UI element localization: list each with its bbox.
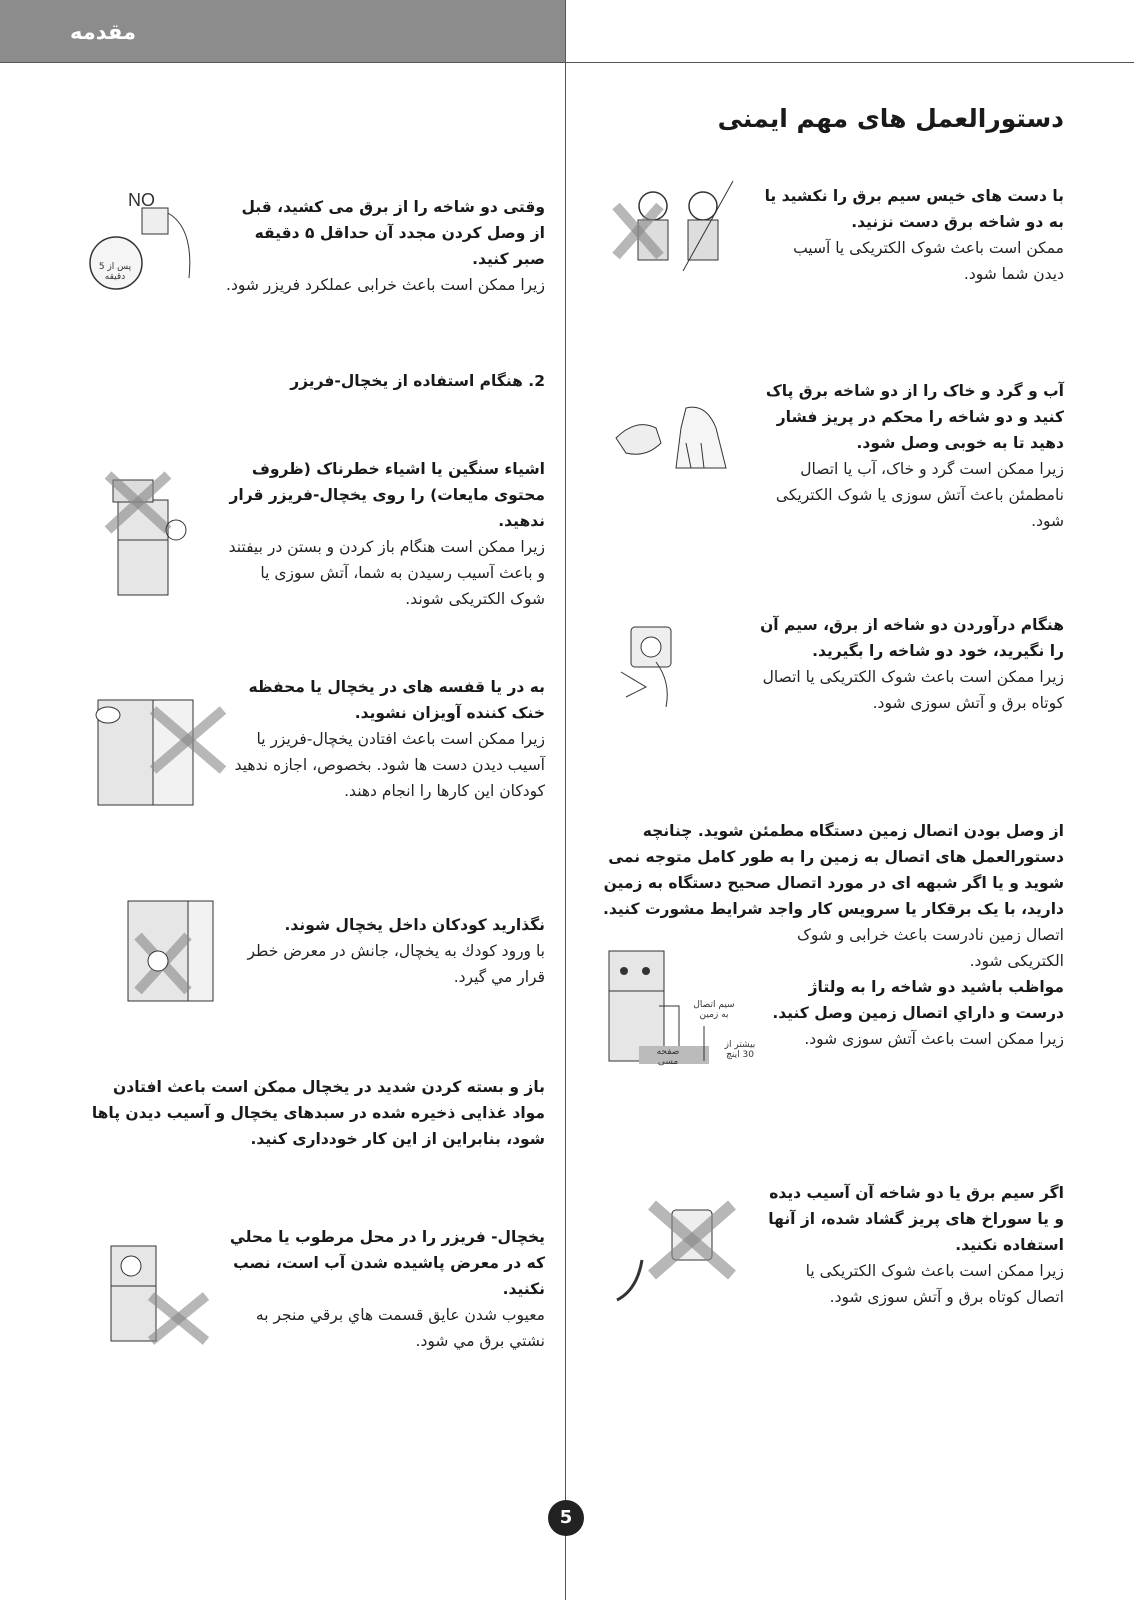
item-heading: هنگام درآوردن دو شاخه از برق، سیم آن را نگیرید، خود دو شاخه را بگیرید. xyxy=(760,616,1064,660)
item-body: با ورود کودك به یخچال، جانش در معرض خطر قرار مي گيرد. xyxy=(247,942,545,986)
safety-item-slam-door xyxy=(85,1074,545,1152)
item-heading: با دست های خیس سیم برق را نکشید یا به دو شاخه برق دست نزنید. xyxy=(764,187,1064,231)
depth-label: بیشتر از 30 اینچ xyxy=(724,1040,756,1060)
safety-item-heavy-objects xyxy=(225,456,545,612)
no-label: NO xyxy=(128,190,155,210)
item-body: زیرا ممکن است باعث افتادن یخچال-فریزر یا آسیب دیدن دست ها شود. بخصوص، اجازه ندهید کودکان این کارها را انجام دهند. xyxy=(234,730,545,800)
page-title: دستورالعمل های مهم ایمنی xyxy=(717,104,1064,133)
safety-item-children-inside xyxy=(225,912,545,990)
item-heading: از وصل بودن اتصال زمین دستگاه مطمئن شوید. چنانچه دستورالعمل های اتصال به زمین را به طور کامل متوجه نمی شوید و یا اگر شبهه ای در مورد اتصال صحیح دستگاه به زمین دارید، با یک برقکار یا سرویس کار واجد شرایط مشورت کنید. xyxy=(603,822,1064,918)
damaged-cord-illustration xyxy=(612,1200,742,1310)
ground-wire-label: سیم اتصال به زمین xyxy=(693,1000,735,1020)
item-heading-2: مواظب باشید دو شاخه را به ولتاژ درست و داراي اتصال زمین وصل کنید. xyxy=(772,978,1064,1022)
children-inside-illustration xyxy=(88,896,228,1006)
safety-item-unplug xyxy=(744,612,1064,716)
page-number: 5 xyxy=(548,1500,584,1536)
safety-item-clean-plug xyxy=(764,378,1064,534)
item-heading: اشیاء سنگین یا اشیاء خطرناک (ظروف محتوی مایعات) را روی یخچال-فریزر قرار ندهید. xyxy=(229,460,545,530)
item-heading: اگر سیم برق یا دو شاخه آن آسیب دیده و یا سوراخ های پریز گشاد شده، از آنها استفاده نکنید. xyxy=(768,1184,1064,1254)
item-body: معيوب شدن عايق قسمت هاي برقي منجر به نشتي برق مي شود. xyxy=(255,1306,545,1350)
item-body: زیرا ممکن است باعث شوک الکتریکی یا اتصال کوتاه برق و آتش سوزی شود. xyxy=(805,1262,1064,1306)
item-heading: آب و گرد و خاک را از دو شاخه برق پاک کنید و دو شاخه را محکم در پریز فشار دهید تا به خوبی وصل شود. xyxy=(765,382,1064,452)
item-body: زیرا ممکن است باعث خرابی عملکرد فریزر شود. xyxy=(226,276,545,294)
safety-item-wait-5min xyxy=(225,194,545,298)
item-heading: یخچال- فریزر را در محل مرطوب یا محلي که در معرض پاشیده شدن آب است، نصب نکنید. xyxy=(229,1228,545,1298)
unplug-illustration xyxy=(616,612,696,712)
item-body: زیرا ممکن است باعث شوک الکتریکی یا اتصال کوتاه برق و آتش سوزی شود. xyxy=(762,668,1064,712)
item-heading: باز و بسته کردن شدید در یخچال ممکن است باعث افتادن مواد غذایی ذخیره شده در سبدهای یخچال و آسیب دیدن پاها شود، بنابراین از این کار خودداری کنید. xyxy=(91,1078,545,1148)
timer-label: پس از 5 دقیقه xyxy=(98,262,132,282)
item-body: ممکن است باعث شوک الکتریکی یا آسیب دیدن شما شود. xyxy=(793,239,1064,283)
safety-item-wet-hands xyxy=(764,183,1064,287)
safety-item-wet-location xyxy=(225,1224,545,1354)
wet-location-illustration xyxy=(96,1236,216,1346)
item-heading: به در یا قفسه های در یخچال یا محفظه خنک کننده آویزان نشوید. xyxy=(248,678,545,722)
item-body: اتصال زمین نادرست باعث خرابی و شوک الکتریکی شود. xyxy=(796,926,1064,970)
safety-item-hanging-doors xyxy=(225,674,545,804)
section-heading-usage xyxy=(225,368,545,394)
heavy-objects-illustration xyxy=(98,470,198,600)
item-body-2: زیرا ممکن است باعث آتش سوزی شود. xyxy=(804,1030,1064,1048)
item-heading: وقتی دو شاخه را از برق می کشید، قبل از وصل کردن مجدد آن حداقل ۵ دقیقه صبر کنید. xyxy=(241,198,545,268)
safety-item-damaged-cord xyxy=(764,1180,1064,1310)
ground-plate-label: صفحه مسی xyxy=(656,1047,680,1067)
center-divider xyxy=(565,0,566,1600)
item-heading: نگذارید کودکان داخل یخچال شوند. xyxy=(284,916,545,934)
header-divider xyxy=(0,62,1134,63)
item-body: زیرا ممکن است هنگام باز کردن و بستن در بیفتند و باعث آسیب رسیدن به شما، آتش سوزی یا شوک الکتریکی شوند. xyxy=(228,538,545,608)
hanging-doors-illustration xyxy=(78,690,228,810)
clean-plug-illustration xyxy=(606,398,746,478)
wet-hands-illustration xyxy=(608,176,738,276)
section-label: مقدمه xyxy=(70,20,136,44)
section-heading: 2. هنگام استفاده از یخچال-فریزر xyxy=(290,372,545,390)
item-body: زیرا ممکن است گرد و خاک، آب یا اتصال نامطمئن باعث آتش سوزی یا شوک الکتریکی شود. xyxy=(775,460,1064,530)
